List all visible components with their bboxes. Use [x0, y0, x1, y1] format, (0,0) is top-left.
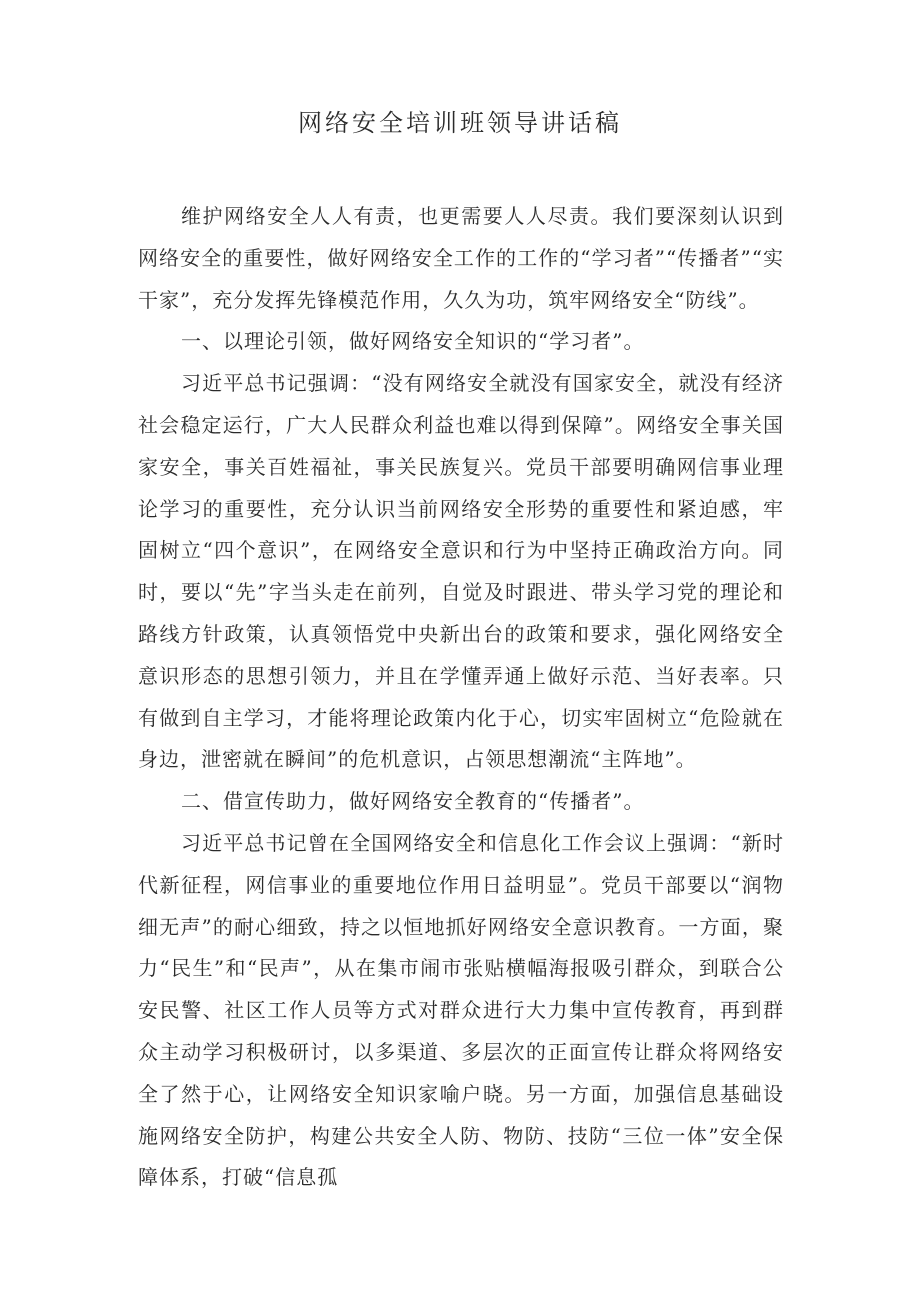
paragraph-intro: 维护网络安全人人有责，也更需要人人尽责。我们要深刻认识到网络安全的重要性，做好网络安全工作的工作的“学习者”“传播者”“实干家”，充分发挥先锋模范作用，久久为功，筑牢网络安全“防线”。: [138, 204, 784, 312]
paragraph-section-2: 习近平总书记曾在全国网络安全和信息化工作会议上强调：“新时代新征程，网信事业的重要地位作用日益明显”。党员干部要以“润物细无声”的耐心细致，持之以恒地抓好网络安全意识教育。一方面，聚力“民生”和“民声”，从在集市闹市张贴横幅海报吸引群众，到联合公安民警、社区工作人员等方式对群众进行大力集中宣传教育，再到群众主动学习积极研讨，以多渠道、多层次的正面宣传让群众将网络安全了然于心，让网络安全知识家喻户晓。另一方面，加强信息基础设施网络安全防护，构建公共安全人防、物防、技防“三位一体”安全保障体系，打破“信息孤: [138, 830, 784, 1190]
document-body: [138, 196, 784, 1199]
section-heading-2: 二、借宣传助力，做好网络安全教育的“传播者”。: [181, 789, 645, 814]
document-title: 网络安全培训班领导讲话稿: [298, 109, 622, 137]
section-heading-1: 一、以理论引领，做好网络安全知识的“学习者”。: [181, 329, 645, 354]
paragraph-section-1: 习近平总书记强调：“没有网络安全就没有国家安全，就没有经济社会稳定运行，广大人民群众利益也难以得到保障”。网络安全事关国家安全，事关百姓福祉，事关民族复兴。党员干部要明确网信事业理论学习的重要性，充分认识当前网络安全形势的重要性和紧迫感，牢固树立“四个意识”，在网络安全意识和行为中坚持正确政治方向。同时，要以“先”字当头走在前列，自觉及时跟进、带头学习党的理论和路线方针政策，认真领悟党中央新出台的政策和要求，强化网络安全意识形态的思想引领力，并且在学懂弄通上做好示范、当好表率。只有做到自主学习，才能将理论政策内化于心，切实牢固树立“危险就在身边，泄密就在瞬间”的危机意识，占领思想潮流“主阵地”。: [138, 371, 784, 772]
